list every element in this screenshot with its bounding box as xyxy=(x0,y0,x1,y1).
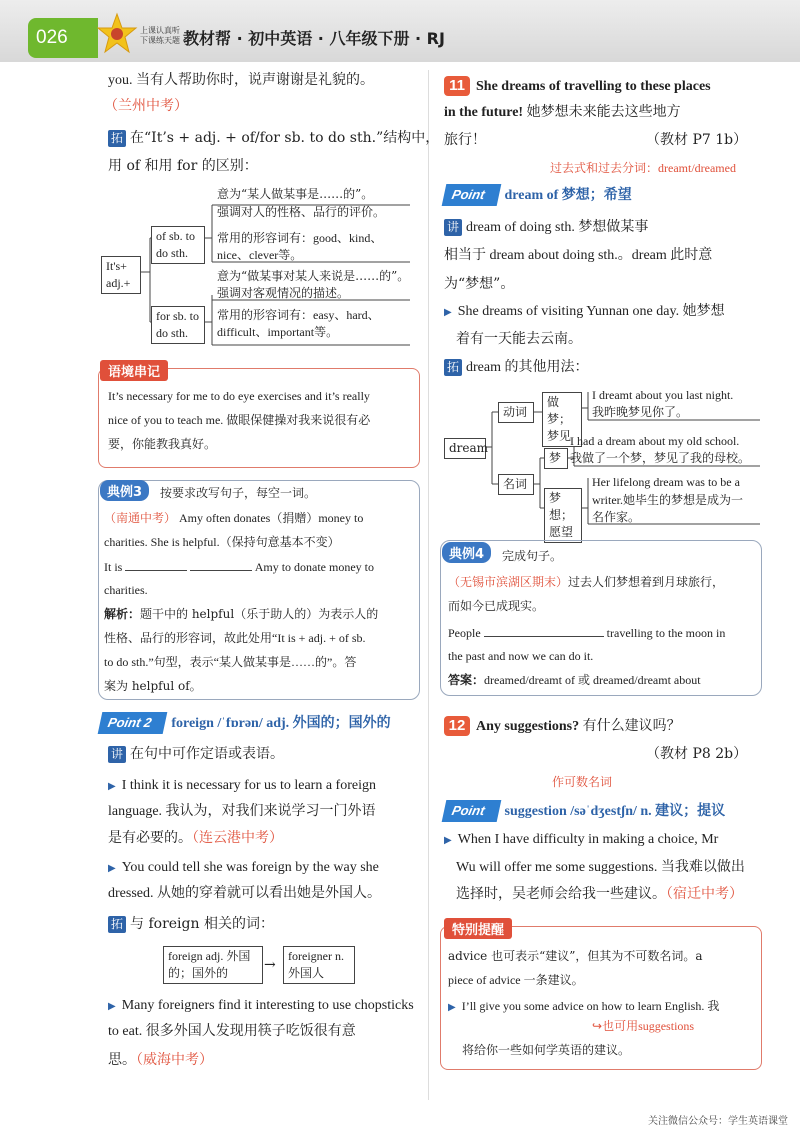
fill-line: It is Amy to donate money to xyxy=(104,556,374,577)
text-line: charities. She is helpful.（保持句意基本不变） xyxy=(104,535,340,549)
text-line: 相当于 dream about doing sth.。dream 此时意 xyxy=(444,248,713,263)
bullet-icon: ▶ xyxy=(448,1002,456,1013)
source-note: （兰州中考） xyxy=(104,98,188,114)
text-line: 拓 在“It’s + adj. + of/for sb. to do sth.”结构中， xyxy=(108,128,439,148)
diagram-of-node: of sb. to do sth. xyxy=(151,226,205,264)
answer: 答案：dreamed/dreamt of 或 dreamed/dreamt about xyxy=(448,673,701,687)
tree-example: I dreamt about you last night. xyxy=(592,388,734,402)
instruction: 按要求改写句子，每空一词。 xyxy=(160,486,317,500)
point-heading: Point suggestion /səˈdʒestʃn/ n. 建议；提议 xyxy=(444,800,725,822)
bullet-icon: ▶ xyxy=(108,1001,116,1012)
arrow-icon: → xyxy=(264,957,276,973)
related-word-box: foreign adj. 外国 的；国外的 xyxy=(163,946,263,984)
text-line: charities. xyxy=(104,583,148,597)
tree-noun: 名词 xyxy=(498,474,534,495)
text-line: It’s necessary for me to do eye exercises and it’s really xyxy=(108,389,370,403)
diagram-text: 常用的形容词有：easy、hard、 xyxy=(217,308,380,322)
slogan: 上课认真听 下课练天题 xyxy=(140,26,180,45)
tree-example: writer.她毕生的梦想是成为一 xyxy=(592,493,743,507)
point-badge: Point 2 xyxy=(98,712,168,734)
tuo-tag: 拓 xyxy=(108,130,126,147)
text-line: ▶ She dreams of visiting Yunnan one day. 她梦想 xyxy=(444,304,725,319)
diagram-text: nice、clever等。 xyxy=(217,248,303,262)
example4-label: 典例4 xyxy=(442,542,491,563)
text-line: 为“梦想”。 xyxy=(444,276,515,292)
text-line: （南通中考） Amy often donates（捐赠）money to xyxy=(104,511,364,525)
text-line: to eat. 很多外国人发现用筷子吃饭很有意 xyxy=(108,1024,356,1039)
book-title: 教材帮 · 初中英语 · 八年级下册 · RJ xyxy=(183,29,445,48)
text-line: 而如今已成现实。 xyxy=(448,599,545,613)
text-line: 将给你一些如何学英语的建议。 xyxy=(462,1043,631,1057)
text-line: language. 我认为，对我们来说学习一门外语 xyxy=(108,804,376,819)
tree-root: dream xyxy=(444,438,486,459)
tree-example: 我做了一个梦，梦见了我的母校。 xyxy=(570,451,751,465)
text-line: nice of you to teach me. 做眼保健操对我来说很有必 xyxy=(108,413,371,427)
diagram-text: 强调对人的性格、品行的评价。 xyxy=(217,205,386,219)
diagram-root: It's+ adj.+ xyxy=(101,256,141,294)
bullet-icon: ▶ xyxy=(108,863,116,874)
text-line: 是有必要的。（连云港中考） xyxy=(108,830,283,846)
text-line: ▶ Many foreigners find it interesting to use chopsticks xyxy=(108,998,414,1013)
diagram-text: 意为“做某事对某人来说是……的”。 xyxy=(217,269,410,283)
annotation: 作可数名词 xyxy=(552,775,613,789)
text-line: you. 当有人帮助你时，说声谢谢是礼貌的。 xyxy=(108,73,374,88)
text-line: 讲 在句中可作定语或表语。 xyxy=(108,744,284,764)
tree-verb: 动词 xyxy=(498,402,534,423)
text-line: 讲 dream of doing sth. 梦想做某事 xyxy=(444,218,648,238)
tree-example: 名作家。 xyxy=(592,510,641,524)
text-line: 着有一天能去云南。 xyxy=(456,331,582,347)
text-line: dressed. 从她的穿着就可以看出她是外国人。 xyxy=(108,886,381,901)
example3-label: 典例3 xyxy=(100,480,149,501)
diagram-text: 强调对客观情况的描述。 xyxy=(217,286,350,300)
text-line: piece of advice 一条建议。 xyxy=(448,973,584,987)
footer-text: 关注微信公众号：学生英语课堂 xyxy=(648,1116,788,1127)
text-line: 案为 helpful of。 xyxy=(104,679,202,693)
analysis: 解析：题干中的 helpful（乐于助人的）为表示人的 xyxy=(104,607,379,621)
point2-heading: Point 2 foreign /ˈfɒrən/ adj. 外国的；国外的 xyxy=(100,712,391,734)
diagram-for-node: for sb. to do sth. xyxy=(151,306,205,344)
text-line: the past and now we can do it. xyxy=(448,649,594,663)
tree-example: I had a dream about my old school. xyxy=(570,434,740,448)
diagram-text: 意为“某人做某事是……的”。 xyxy=(217,187,374,201)
text-line: 用 of 和用 for 的区别： xyxy=(108,158,258,174)
textbook-ref: （教材 P8 2b） xyxy=(646,746,748,762)
text-line: in the future! 她梦想未来能去这些地方 xyxy=(444,105,681,120)
text-line: 拓 与 foreign 相关的词： xyxy=(108,914,274,934)
text-line: advice 也可表示“建议”，但其为不可数名词。a xyxy=(448,949,703,963)
annotation: ↪也可用suggestions xyxy=(592,1019,695,1033)
reminder-label: 特别提醒 xyxy=(444,918,512,939)
diagram-text: 常用的形容词有：good、kind、 xyxy=(217,231,383,245)
text-line: ▶ You could tell she was foreign by the way she xyxy=(108,860,379,875)
annotation: 过去式和过去分词：dreamt/dreamed xyxy=(550,161,736,175)
point-heading: Point dream of 梦想；希望 xyxy=(444,184,632,206)
sentence-number: 11 xyxy=(444,76,470,96)
context-label: 语境串记 xyxy=(100,360,168,381)
sentence-heading: 11 She dreams of travelling to these places xyxy=(444,76,711,97)
tree-example: 我昨晚梦见你了。 xyxy=(592,405,689,419)
text-line: 旅行！ xyxy=(444,132,486,148)
diagram-text: difficult、important等。 xyxy=(217,325,339,339)
text-line: ▶ When I have difficulty in making a choice, Mr xyxy=(444,832,719,847)
tree-example: Her lifelong dream was to be a xyxy=(592,475,740,489)
textbook-ref: （教材 P7 1b） xyxy=(646,132,748,148)
text-line: 要，你能教我真好。 xyxy=(108,437,217,451)
bullet-icon: ▶ xyxy=(444,835,452,846)
text-line: Wu will offer me some suggestions. 当我难以做出 xyxy=(456,860,745,875)
text-line: ▶ I think it is necessary for us to learn a foreign xyxy=(108,778,376,793)
text-line: （无锡市滨湖区期末）过去人们梦想着到月球旅行， xyxy=(448,575,725,589)
text-line: 选择时，吴老师会给我一些建议。（宿迁中考） xyxy=(456,886,743,902)
fill-line: People travelling to the moon in xyxy=(448,622,725,643)
related-word-box: foreigner n. 外国人 xyxy=(283,946,355,984)
blank[interactable] xyxy=(484,622,604,637)
tree-noun-meaning: 梦想；愿望 xyxy=(544,488,582,543)
sentence-heading: 12 Any suggestions? 有什么建议吗？ xyxy=(444,716,681,737)
text-line: 性格、品行的形容词，故此处用“It is + adj. + of sb. xyxy=(104,631,366,645)
page-number: 026 xyxy=(28,18,98,58)
text-line: 思。（威海中考） xyxy=(108,1052,213,1068)
text-line: to do sth.”句型，表示“某人做某事是……的”。答 xyxy=(104,655,357,669)
tree-verb-meaning: 做梦；梦见 xyxy=(542,392,582,447)
text-line: 拓 dream 的其他用法： xyxy=(444,358,589,378)
bullet-icon: ▶ xyxy=(444,307,452,318)
bullet-icon: ▶ xyxy=(108,781,116,792)
tree-noun-meaning: 梦 xyxy=(544,448,568,469)
text-line: ▶ I’ll give you some advice on how to learn English. 我 xyxy=(448,999,720,1013)
instruction: 完成句子。 xyxy=(502,549,563,563)
